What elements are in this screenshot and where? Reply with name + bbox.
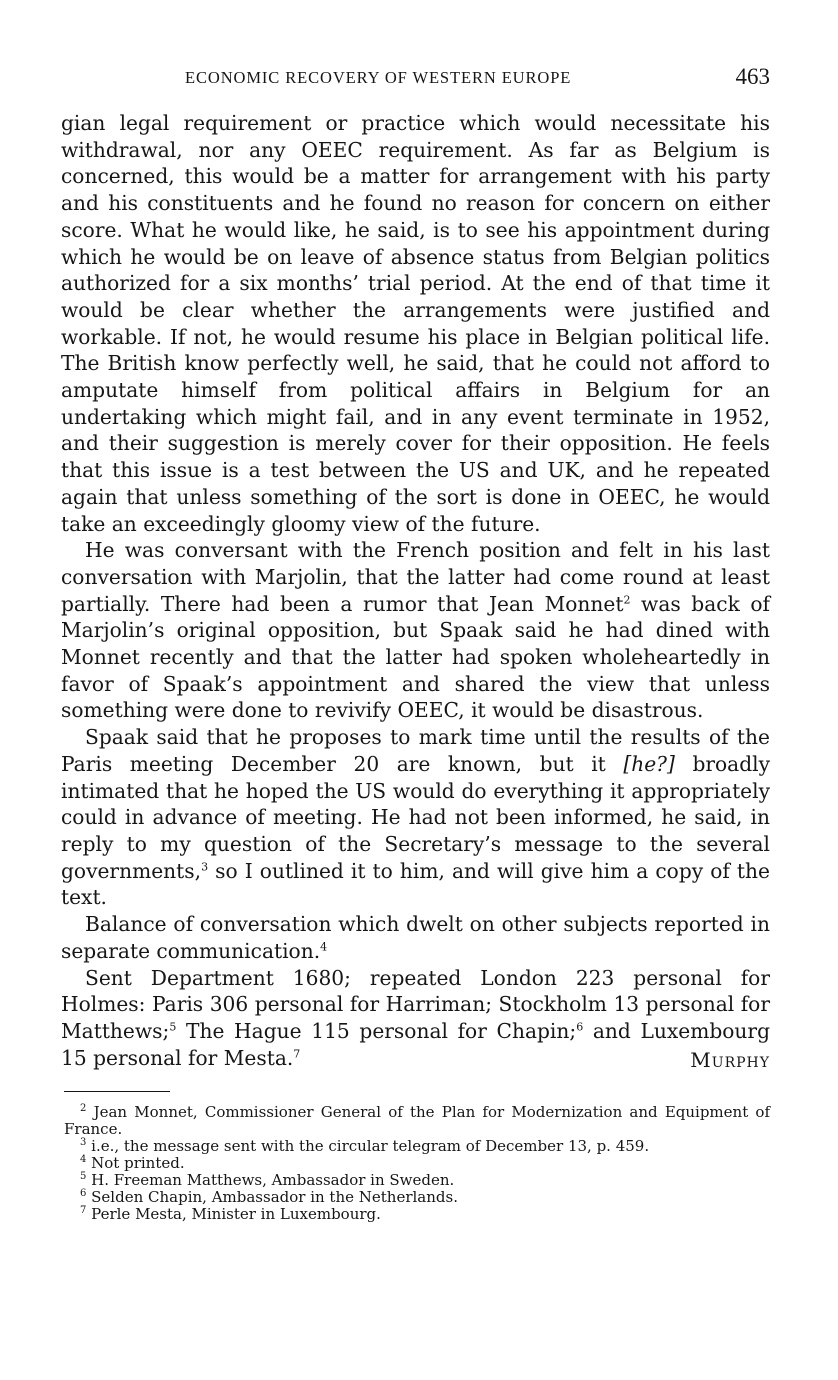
footnote-2-mark: 2 [80, 1103, 87, 1114]
footnote-6-text: Selden Chapin, Ambassador in the Netherlands. [91, 1188, 458, 1206]
footnote-2 [64, 1104, 770, 1138]
paragraph-5-text-b: The Hague 115 personal for Chapin; [176, 1018, 577, 1043]
paragraph-2 [61, 537, 770, 724]
paragraph-4 [61, 911, 770, 964]
footnote-3-text: i.e., the message sent with the circular telegram of December 13, p. 459. [91, 1137, 650, 1155]
footnote-2-text: Jean Monnet, Commissioner General of the Plan for Modernization and Equipment of France. [64, 1103, 770, 1138]
footnote-3-mark: 3 [80, 1137, 87, 1148]
paragraph-1 [61, 110, 770, 537]
footnote-5-text: H. Freeman Matthews, Ambassador in Sweden. [91, 1171, 455, 1189]
footnote-4-mark: 4 [80, 1154, 87, 1165]
paragraph-3-text-c: so I outlined it to him, and will give him a copy of the text. [61, 858, 770, 910]
footnote-4-text: Not printed. [91, 1154, 185, 1172]
footnote-ref-6: 6 [576, 1020, 584, 1034]
running-title: ECONOMIC RECOVERY OF WESTERN EUROPE [185, 68, 572, 87]
paragraph-2-text-a: He was conversant with the French position and felt in his last conversation with Marjolin, that the latter had come round at least partially. There had been a rumor that Jean Monnet [61, 538, 770, 616]
page-number: 463 [735, 64, 770, 89]
paragraph-3-text-a: Spaak said that he proposes to mark time until the results of the Paris meeting December 20 are known, but it [61, 725, 770, 776]
editorial-insert: [he?] [623, 751, 675, 776]
paragraph-5-text-c: and Luxembourg 15 personal for Mesta. [61, 1018, 770, 1070]
footnotes [64, 1104, 770, 1223]
body-text [61, 110, 770, 1071]
paragraph-3 [61, 724, 770, 911]
footnote-4 [64, 1155, 770, 1172]
footnote-divider [64, 1091, 170, 1092]
paragraph-1-text: gian legal requirement or practice which would necessitate his withdrawal, nor any OEEC requirement. As far as Belgium is concerned, this would be a matter for arrangement with his party and his constituents and he found no reason for concern on either score. What he would like, he said, is to see his appointment during which he would be on leave of absence status from Belgian politics authorized for a six months’ trial period. At the end of that time it would be clear whether the arrangements were justified and workable. If not, he would resume his place in Belgian political life. The British know perfectly well, he said, that he could not afford to amputate himself from political affairs in Belgium for an undertaking which might fail, and in any event terminate in 1952, and their suggestion is merely cover for their opposition. He feels that this issue is a test between the US and UK, and he repeated again that unless something of the sort is done in OEEC, he would take an exceedingly gloomy view of the future. [61, 111, 770, 536]
footnote-3 [64, 1138, 770, 1155]
footnote-7-text: Perle Mesta, Minister in Luxembourg. [91, 1205, 381, 1223]
footnote-6 [64, 1189, 770, 1206]
footnote-6-mark: 6 [80, 1188, 87, 1199]
footnote-5-mark: 5 [80, 1171, 87, 1182]
paragraph-5-text-a: Sent Department 1680; repeated London 223 personal for Holmes: Paris 306 personal for Harriman; Stockholm 13 personal for Matthews; [61, 965, 770, 1043]
footnote-7 [64, 1206, 770, 1223]
footnote-ref-3: 3 [201, 859, 209, 873]
footnote-5 [64, 1172, 770, 1189]
running-head [185, 64, 770, 94]
paragraph-4-text: Balance of conversation which dwelt on other subjects reported in separate communication. [61, 912, 770, 963]
footnote-ref-5: 5 [169, 1020, 177, 1034]
footnote-7-mark: 7 [80, 1205, 87, 1216]
paragraph-5 [61, 965, 770, 1072]
paragraph-2-text-b: was back of Marjolin’s original opposition, but Spaak said he had dined with Monnet recently and that the latter had spoken wholeheartedly in favor of Spaak’s appointment and shared the view that unless something were done to revivify OEEC, it would be disastrous. [61, 591, 770, 723]
footnote-ref-2: 2 [623, 592, 631, 606]
signature: Murphy [690, 1048, 770, 1072]
footnote-ref-7: 7 [293, 1046, 301, 1060]
footnote-ref-4: 4 [320, 940, 328, 954]
paragraph-3-text-b: broadly intimated that he hoped the US would do everything it appropriately could in advance of meeting. He had not been informed, he said, in reply to my question of the Secretary’s message to the several governments, [61, 751, 770, 883]
